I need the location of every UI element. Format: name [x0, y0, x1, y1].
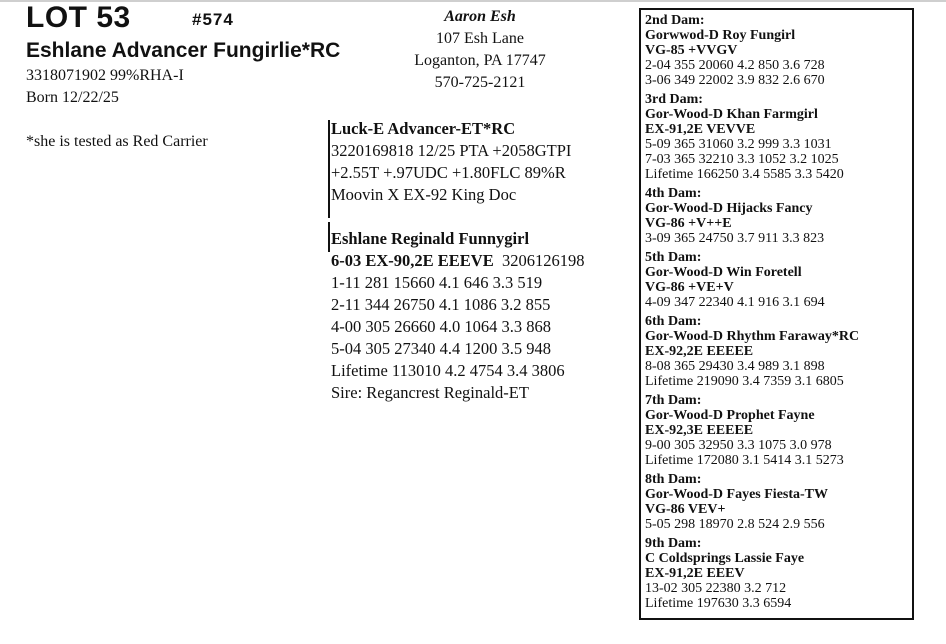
consignor-phone: 570-725-2121 — [434, 74, 526, 91]
dam-record: 2-11 344 26750 4.1 1086 3.2 855 — [331, 295, 551, 314]
ancestor-name: Gor-Wood-D Fayes Fiesta-TW — [645, 487, 829, 502]
consignor-name: Aaron Esh — [444, 8, 516, 25]
ancestor-heading: 4th Dam: — [645, 186, 702, 201]
ancestor-record: 5-05 298 18970 2.8 524 2.9 556 — [645, 517, 825, 532]
ancestor-record: 3-06 349 22002 3.9 832 2.6 670 — [645, 73, 825, 88]
ancestor-name: Gor-Wood-D Win Foretell — [645, 265, 802, 280]
ancestor-name: Gorwwod-D Roy Fungirl — [645, 28, 796, 43]
ancestor-name: C Coldsprings Lassie Faye — [645, 551, 805, 566]
ancestor-dam — [645, 13, 912, 88]
ancestor-dam — [645, 314, 912, 389]
ancestor-lifetime-record: Lifetime 166250 3.4 5585 3.3 5420 — [645, 167, 844, 182]
ancestor-classification: EX-92,2E EEEEE — [645, 344, 754, 359]
ancestor-record: 3-09 365 24750 3.7 911 3.3 823 — [645, 231, 825, 246]
ancestor-name: Gor-Wood-D Rhythm Faraway*RC — [645, 329, 860, 344]
dam-record: 5-04 305 27340 4.4 1200 3.5 948 — [331, 339, 551, 358]
consignor-block — [380, 6, 580, 94]
ancestor-name: Gor-Wood-D Prophet Fayne — [645, 408, 815, 423]
dam-registration: 3206126198 — [501, 251, 585, 270]
ancestor-heading: 7th Dam: — [645, 393, 702, 408]
sire-bracket-line — [328, 120, 330, 218]
sire-line-2: +2.55T +.97UDC +1.80FLC 89%R — [331, 163, 566, 182]
registration-line: 3318071902 99%RHA-I — [26, 67, 184, 84]
consignor-city: Loganton, PA 17747 — [414, 52, 546, 69]
ancestor-record: 8-08 365 29430 3.4 989 3.1 898 — [645, 359, 825, 374]
cow-name: Eshlane Advancer Fungirlie*RC — [26, 39, 341, 62]
dam-lifetime-record: Lifetime 113010 4.2 4754 3.4 3806 — [331, 361, 565, 380]
ancestor-name: Gor-Wood-D Hijacks Fancy — [645, 201, 813, 216]
dam-record: 4-00 305 26660 4.0 1064 3.3 868 — [331, 317, 551, 336]
ancestor-name: Gor-Wood-D Khan Farmgirl — [645, 107, 818, 122]
ancestor-classification: VG-86 +VE+V — [645, 280, 734, 295]
ancestor-dam — [645, 393, 912, 468]
ancestor-heading: 9th Dam: — [645, 536, 702, 551]
sire-line-3: Moovin X EX-92 King Doc — [331, 185, 517, 204]
ancestor-dam — [645, 472, 912, 532]
dam-name: Eshlane Reginald Funnygirl — [331, 229, 530, 248]
ancestor-heading: 5th Dam: — [645, 250, 702, 265]
ancestor-classification: VG-86 VEV+ — [645, 502, 726, 517]
ancestor-classification: VG-85 +VVGV — [645, 43, 738, 58]
ancestor-dam — [645, 186, 912, 246]
ancestor-lifetime-record: Lifetime 197630 3.3 6594 — [645, 596, 792, 611]
ancestor-heading: 8th Dam: — [645, 472, 702, 487]
ancestor-record: 7-03 365 32210 3.3 1052 3.2 1025 — [645, 152, 839, 167]
dam-sire: Sire: Regancrest Reginald-ET — [331, 383, 529, 402]
birth-date: Born 12/22/25 — [26, 89, 119, 106]
consignor-street: 107 Esh Lane — [436, 30, 524, 47]
ancestor-classification: EX-91,2E EEEV — [645, 566, 745, 581]
ancestor-record: 4-09 347 22340 4.1 916 3.1 694 — [645, 295, 825, 310]
ancestor-record: 2-04 355 20060 4.2 850 3.6 728 — [645, 58, 825, 73]
top-rule — [0, 0, 946, 2]
sire-name: Luck-E Advancer-ET*RC — [331, 119, 516, 138]
dam-record: 1-11 281 15660 4.1 646 3.3 519 — [331, 273, 543, 292]
ancestor-record: 9-00 305 32950 3.3 1075 3.0 978 — [645, 438, 832, 453]
ancestor-classification: EX-91,2E VEVVE — [645, 122, 756, 137]
ancestor-dam — [645, 92, 912, 182]
ancestor-heading: 3rd Dam: — [645, 92, 703, 107]
lot-number: #574 — [192, 10, 234, 29]
dam-classification: 6-03 EX-90,2E EEEVE — [331, 251, 494, 270]
ancestor-record: 5-09 365 31060 3.2 999 3.3 1031 — [645, 137, 832, 152]
sire-line-1: 3220169818 12/25 PTA +2058GTPI — [331, 141, 572, 160]
lot-label: LOT 53 — [26, 1, 131, 34]
ancestor-heading: 6th Dam: — [645, 314, 702, 329]
dam-bracket-line — [328, 222, 330, 252]
red-carrier-note: *she is tested as Red Carrier — [26, 133, 208, 150]
ancestor-classification: VG-86 +V++E — [645, 216, 732, 231]
ancestor-lifetime-record: Lifetime 219090 3.4 7359 3.1 6805 — [645, 374, 844, 389]
dam-class-line — [331, 250, 584, 272]
ancestor-lifetime-record: Lifetime 172080 3.1 5414 3.1 5273 — [645, 453, 844, 468]
ancestor-dam — [645, 250, 912, 310]
ancestor-classification: EX-92,3E EEEEE — [645, 423, 754, 438]
ancestor-dam — [645, 536, 912, 611]
pedigree-box — [639, 8, 914, 620]
ancestor-heading: 2nd Dam: — [645, 13, 705, 28]
ancestor-record: 13-02 305 22380 3.2 712 — [645, 581, 787, 596]
